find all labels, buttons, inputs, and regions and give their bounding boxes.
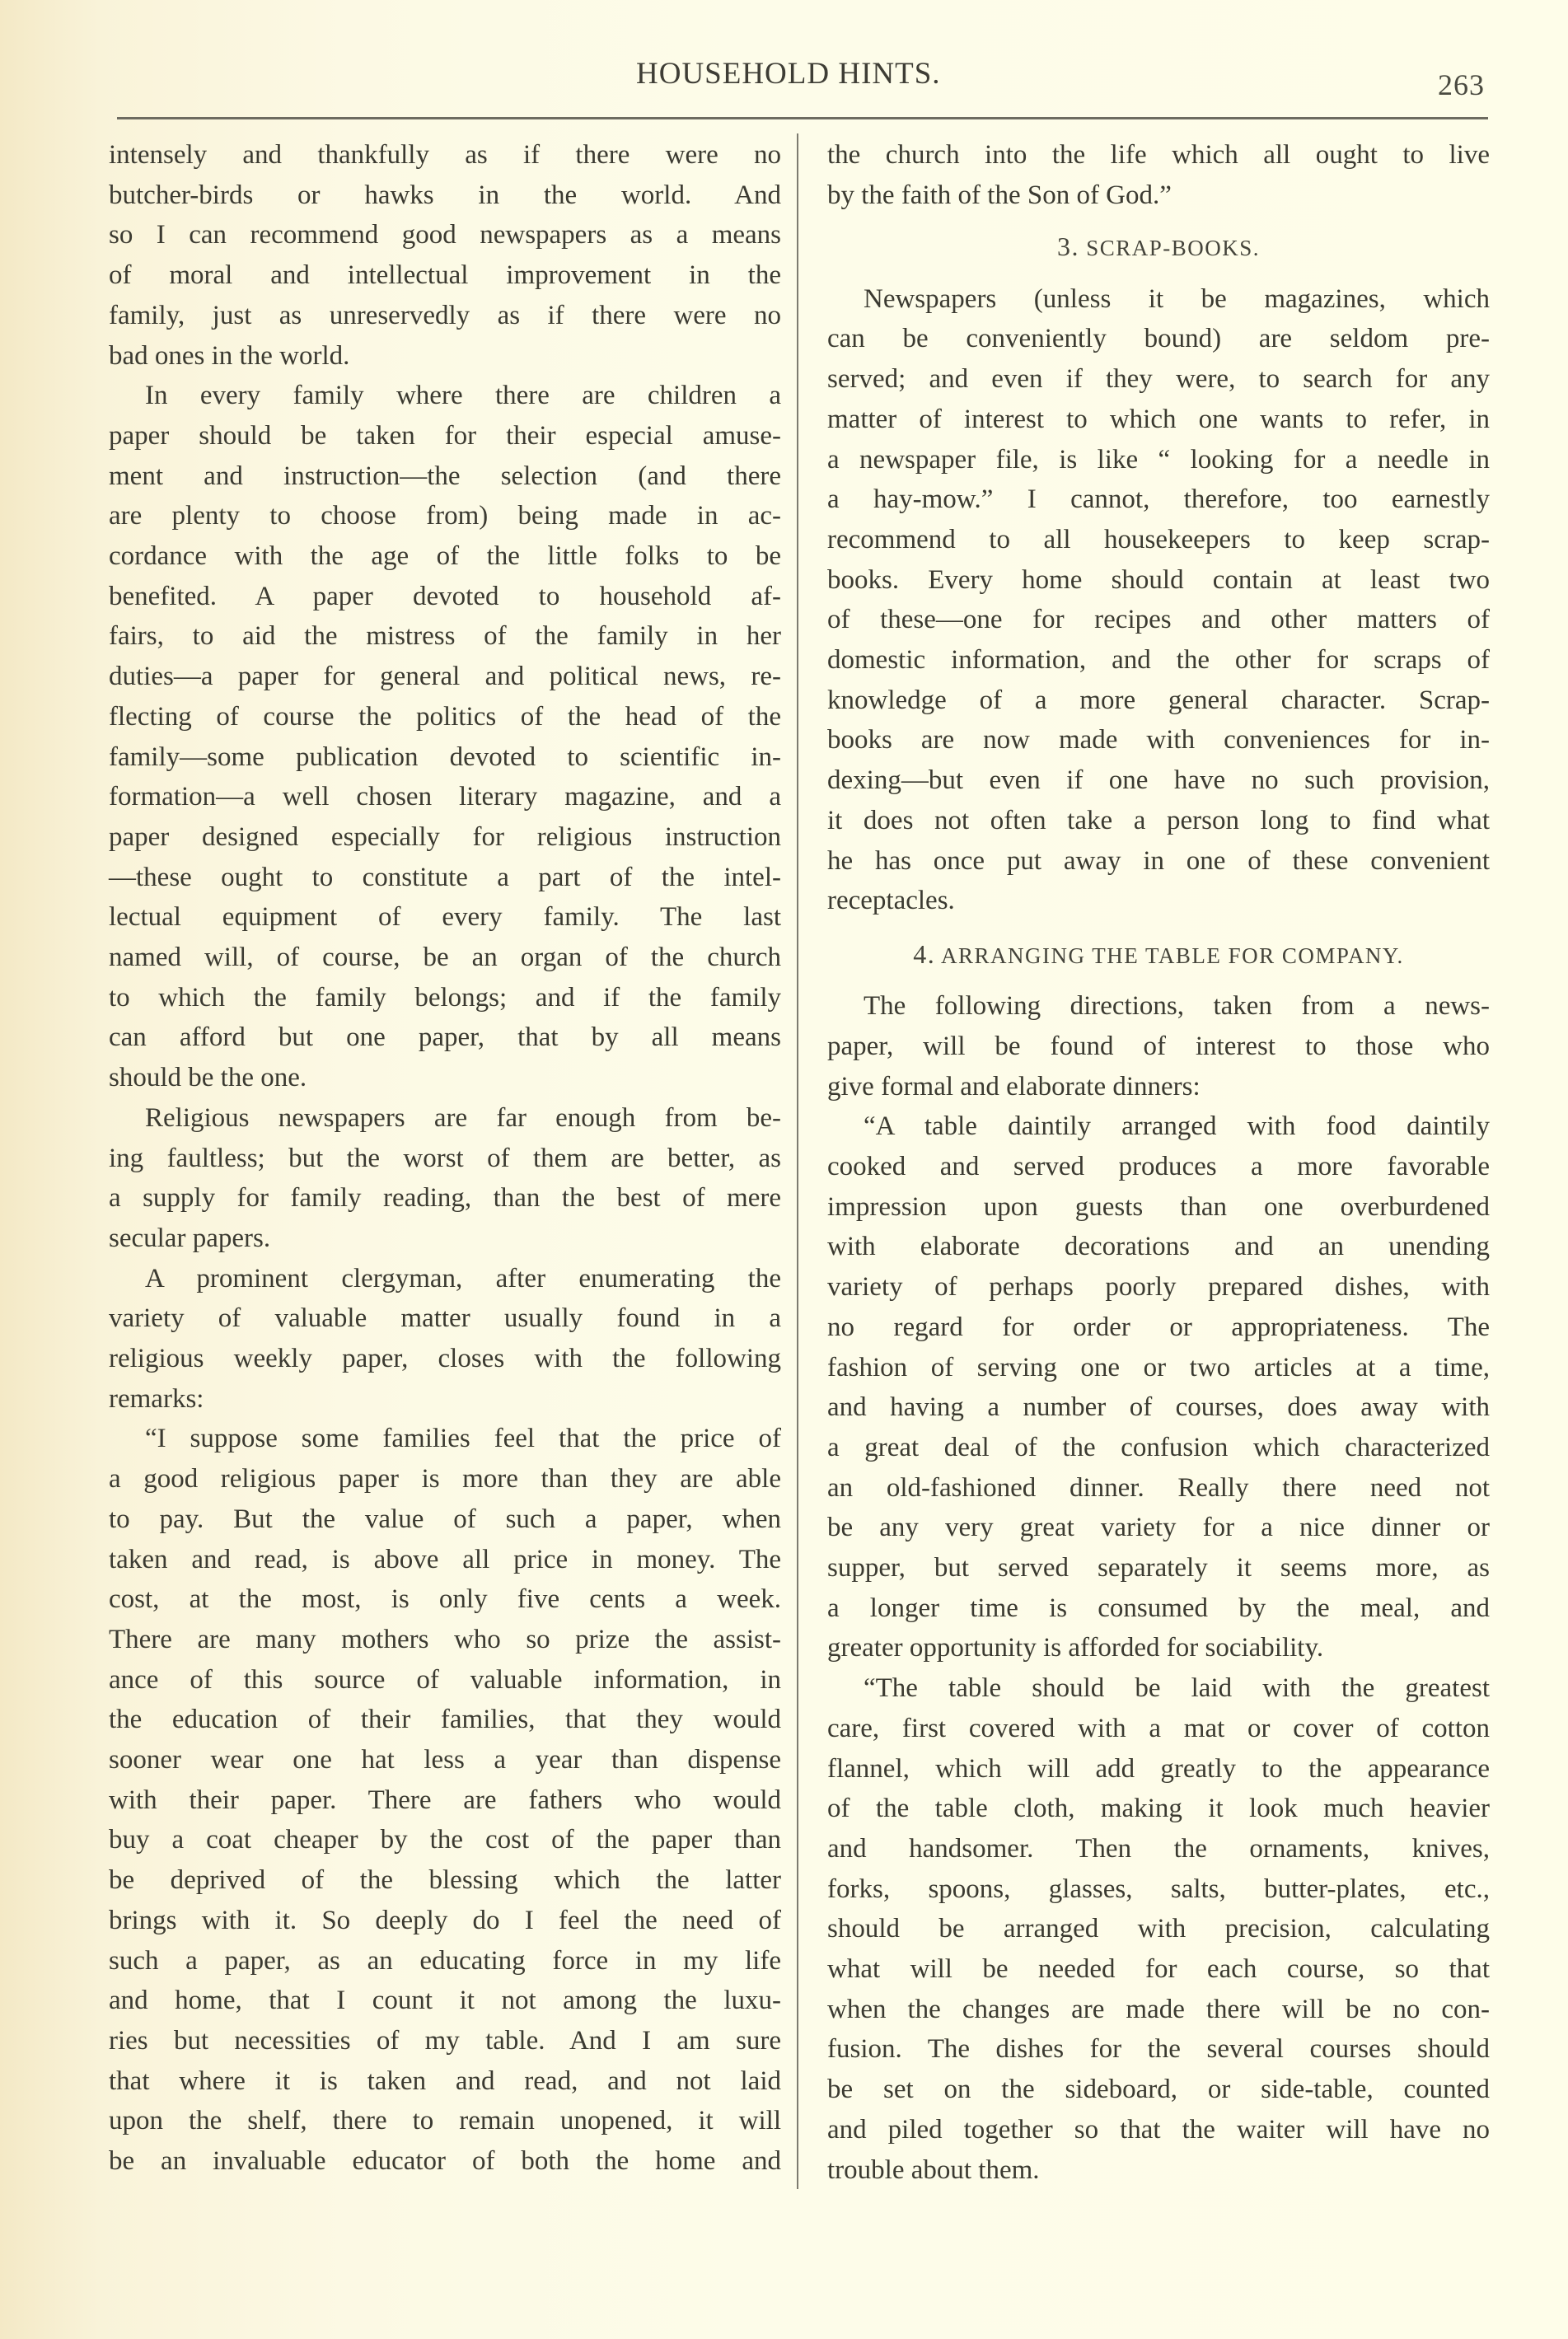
text-line: benefited. A paper devoted to household af- [109, 581, 781, 611]
text-line: ance of this source of valuable information, in [109, 1664, 781, 1695]
text-line: by the faith of the Son of God.” [827, 180, 1172, 210]
text-line: fusion. The dishes for the several courses should [827, 2034, 1490, 2065]
text-line: religious weekly paper, closes with the following [109, 1344, 781, 1373]
text-line: butcher-birds or hawks in the world. And [109, 180, 781, 210]
text-line: to which the family belongs; and if the family [109, 982, 781, 1013]
section-heading-arranging-table [827, 934, 1490, 974]
text-line: A prominent clergyman, after enumerating the [145, 1263, 781, 1293]
text-line: family, just as unreservedly as if there were no [109, 300, 781, 330]
text-line: secular papers. [109, 1223, 271, 1253]
text-line: what will be needed for each course, so that [827, 1954, 1490, 1985]
text-line: receptacles. [827, 886, 955, 916]
text-line: There are many mothers who so prize the assist- [109, 1624, 781, 1654]
text-line: impression upon guests than one overburdened [827, 1191, 1490, 1222]
text-line: be deprived of the blessing which the latter [109, 1865, 781, 1896]
text-line: with their paper. There are fathers who would [109, 1785, 781, 1815]
text-line: when the changes are made there will be no con- [827, 1994, 1490, 2024]
text-line: “I suppose some families feel that the price of [145, 1424, 781, 1454]
text-line: should be arranged with precision, calculating [827, 1914, 1490, 1944]
text-line: sooner wear one hat less a year than dispense [109, 1745, 781, 1775]
text-line: a longer time is consumed by the meal, and [827, 1593, 1490, 1623]
text-line: a good religious paper is more than they are able [109, 1464, 781, 1495]
text-line: In every family where there are children a [145, 381, 781, 411]
text-line: “The table should be laid with the greatest [864, 1673, 1490, 1704]
page-number: 263 [1438, 68, 1485, 101]
text-line: flannel, which will add greatly to the appearance [827, 1753, 1490, 1784]
text-line: and piled together so that the waiter will have no [827, 2114, 1490, 2145]
text-line: he has once put away in one of these convenient [827, 845, 1490, 876]
text-line: domestic information, and the other for scraps of [827, 645, 1490, 675]
text-line: greater opportunity is afforded for sociability. [827, 1633, 1324, 1663]
text-line: cost, at the most, is only five cents a week. [109, 1584, 781, 1615]
text-line: and handsomer. Then the ornaments, knives, [827, 1833, 1490, 1864]
text-line: lectual equipment of every family. The last [109, 902, 781, 933]
section-heading-scrap-books [827, 227, 1490, 266]
text-line: Religious newspapers are far enough from be- [145, 1102, 781, 1133]
text-line: paper should be taken for their especial amuse- [109, 420, 781, 451]
running-head-title: HOUSEHOLD HINTS. [636, 57, 941, 91]
text-line: so I can recommend good newspapers as a means [109, 220, 781, 250]
text-line: with elaborate decorations and an unending [827, 1232, 1490, 1262]
text-line: fashion of serving one or two articles at a time, [827, 1352, 1490, 1382]
text-line: and home, that I count it not among the luxu- [109, 1986, 781, 2016]
text-line: can afford but one paper, that by all means [109, 1022, 781, 1053]
text-line: of these—one for recipes and other matters of [827, 605, 1490, 635]
text-line: supper, but served separately it seems more, as [827, 1553, 1490, 1584]
text-line: “A table daintily arranged with food daintily [864, 1111, 1490, 1142]
text-line: ing faultless; but the worst of them are better, as [109, 1143, 781, 1173]
text-line: of the table cloth, making it look much heavier [827, 1794, 1490, 1824]
text-line: should be the one. [109, 1063, 307, 1093]
text-line: the education of their families, that they would [109, 1705, 781, 1735]
text-line: dexing—but even if one have no such provision, [827, 765, 1490, 796]
text-line: —these ought to constitute a part of the intel- [109, 862, 781, 892]
text-line: are plenty to choose from) being made in ac- [109, 501, 781, 531]
text-line: matter of interest to which one wants to refer, in [827, 404, 1490, 434]
text-line: cooked and served produces a more favorable [827, 1152, 1490, 1182]
text-line: a supply for family reading, than the best of mere [109, 1183, 781, 1214]
text-line: taken and read, is above all price in money. The [109, 1544, 781, 1574]
text-line: can be conveniently bound) are seldom pre- [827, 324, 1490, 354]
text-line: give formal and elaborate dinners: [827, 1071, 1201, 1102]
text-line: named will, of course, be an organ of the church [109, 943, 781, 972]
text-line: and having a number of courses, does away with [827, 1392, 1490, 1423]
text-line: flecting of course the politics of the head of the [109, 701, 781, 732]
text-line: Newspapers (unless it be magazines, which [864, 283, 1490, 314]
text-line: The following directions, taken from a news- [864, 991, 1490, 1022]
text-line: brings with it. So deeply do I feel the need of [109, 1905, 781, 1935]
text-line: books are now made with conveniences for in- [827, 725, 1490, 755]
text-line: books. Every home should contain at least two [827, 564, 1490, 595]
column-divider [797, 133, 798, 2189]
text-line: be an invaluable educator of both the home and [109, 2146, 781, 2176]
text-line: remarks: [109, 1383, 204, 1414]
text-line: cordance with the age of the little folks to be [109, 541, 781, 571]
text-line: an old-fashioned dinner. Really there need not [827, 1472, 1490, 1503]
text-line: family—some publication devoted to scientific in- [109, 741, 781, 772]
text-line: to pay. But the value of such a paper, when [109, 1504, 781, 1534]
text-line: a great deal of the confusion which characterized [827, 1432, 1490, 1462]
text-line: trouble about them. [827, 2154, 1040, 2185]
section-title: ARRANGING THE TABLE FOR COMPANY. [941, 943, 1404, 968]
text-line: buy a coat cheaper by the cost of the paper than [109, 1825, 781, 1855]
header-rule [117, 117, 1488, 119]
text-line: it does not often take a person long to find what [827, 805, 1490, 835]
text-line: a newspaper file, is like “ looking for a needle in [827, 444, 1490, 475]
text-line: no regard for order or appropriateness. The [827, 1312, 1490, 1342]
text-line: knowledge of a more general character. Scrap- [827, 685, 1490, 715]
text-line: the church into the life which all ought to live [827, 140, 1490, 170]
text-line: ment and instruction—the selection (and there [109, 461, 781, 491]
text-line: intensely and thankfully as if there were no [109, 140, 781, 170]
section-number: 4. [913, 938, 936, 969]
text-line: paper designed especially for religious instruction [109, 821, 781, 852]
text-line: ries but necessities of my table. And I am sure [109, 2025, 781, 2056]
section-number: 3. [1056, 232, 1079, 262]
text-line: paper, will be found of interest to those who [827, 1031, 1490, 1061]
text-line: care, first covered with a mat or cover of cotton [827, 1713, 1490, 1743]
text-line: variety of perhaps poorly prepared dishes, with [827, 1272, 1490, 1303]
text-line: duties—a paper for general and political news, re- [109, 662, 781, 692]
text-line: bad ones in the world. [109, 340, 350, 371]
text-line: be set on the sideboard, or side-table, counted [827, 2075, 1490, 2105]
text-line: fairs, to aid the mistress of the family in her [109, 621, 781, 652]
text-line: formation—a well chosen literary magazine, and a [109, 782, 781, 812]
text-line: served; and even if they were, to search for any [827, 364, 1490, 395]
section-title: SCRAP-BOOKS. [1086, 236, 1261, 261]
text-line: variety of valuable matter usually found in a [109, 1303, 781, 1334]
text-line: of moral and intellectual improvement in the [109, 260, 781, 291]
text-line: be any very great variety for a nice dinner or [827, 1513, 1490, 1543]
text-line: upon the shelf, there to remain unopened, it will [109, 2106, 781, 2136]
text-line: a hay-mow.” I cannot, therefore, too earnestly [827, 484, 1490, 515]
text-line: recommend to all housekeepers to keep scrap- [827, 524, 1490, 554]
running-head [0, 51, 1568, 101]
text-line: that where it is taken and read, and not laid [109, 2065, 781, 2096]
text-line: forks, spoons, glasses, salts, butter-plates, etc., [827, 1874, 1490, 1904]
text-line: such a paper, as an educating force in my life [109, 1945, 781, 1976]
